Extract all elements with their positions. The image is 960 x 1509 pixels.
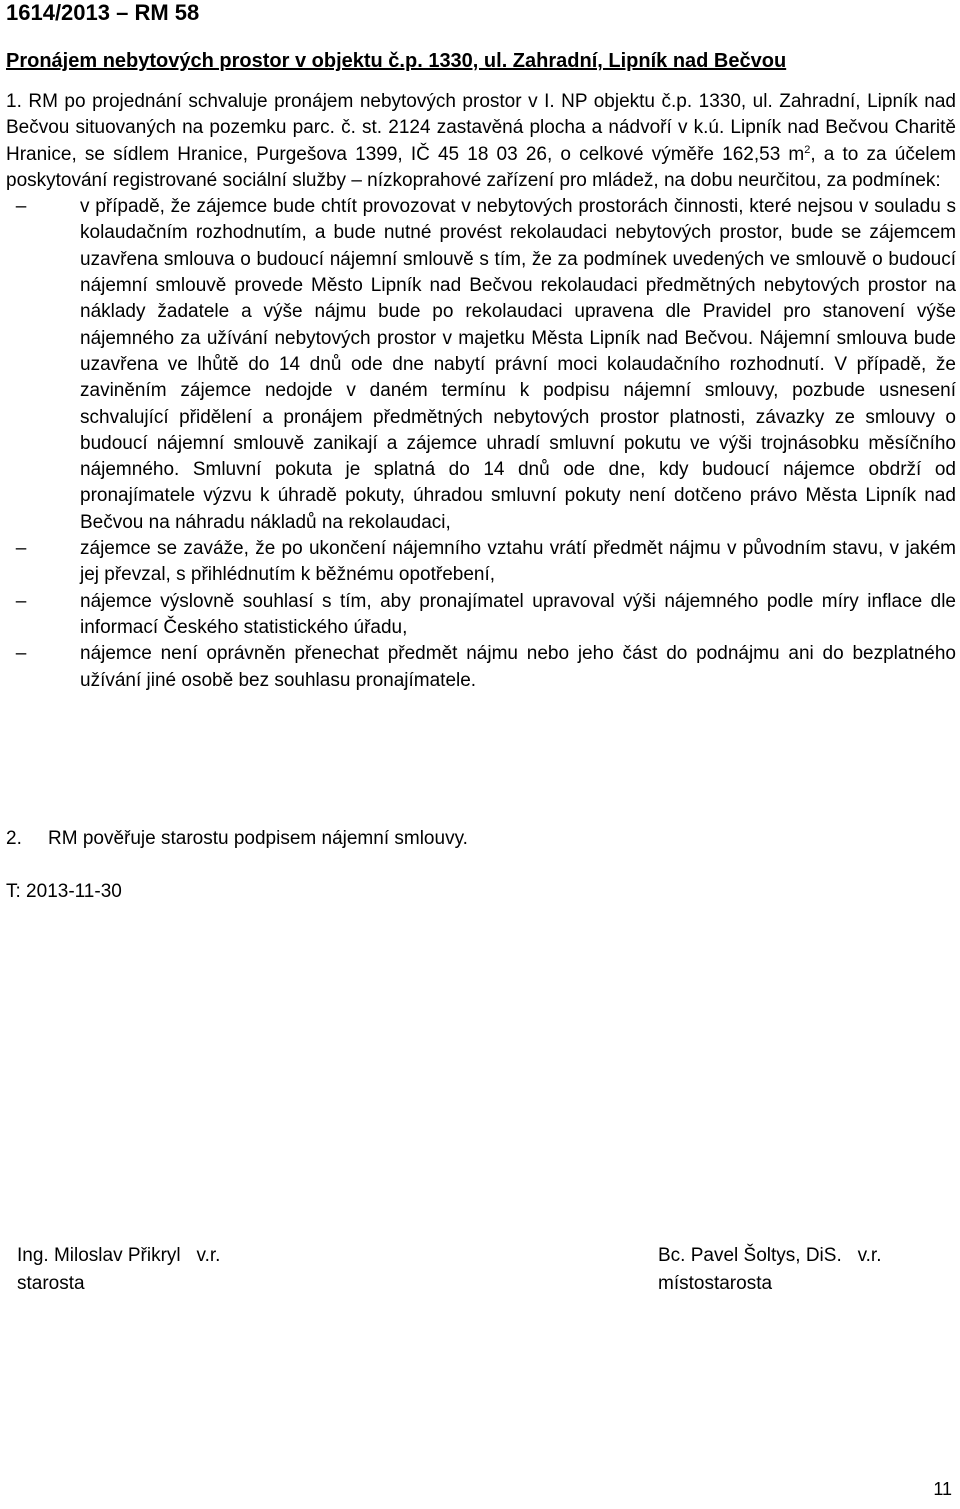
condition-text: zájemce se zaváže, že po ukončení nájemního vztahu vrátí předmět nájmu v původním stavu, v jakém jej převzal, s přihlédnutím k běžnému opotřebení, [80,538,956,586]
condition-item [6,589,956,642]
dash-bullet: – [15,643,27,665]
dash-bullet: – [15,590,27,612]
page-number: 11 [933,1479,952,1499]
signatory-name: Ing. Miloslav Přikryl v.r. [17,1245,221,1266]
deadline: T: 2013-11-30 [6,881,122,902]
item-1-text: RM po projednání schvaluje pronájem nebytových prostor v I. NP objektu č.p. 1330, ul. Zahradní, Lipník nad Bečvou situovaných na pozemku parc. č. st. 2124 zastavěná plocha a nádvoří v k.ú. Lipník nad Bečvou Charitě Hranice, se sídlem Hranice, Purgešova 1399, IČ 45 18 03 26, o celkové výměře 162,53 m [6,91,956,165]
resolution-subject: Pronájem nebytových prostor v objektu č.p. 1330, ul. Zahradní, Lipník nad Bečvou [6,50,787,72]
condition-text: nájemce není oprávněn přenechat předmět nájmu nebo jeho část do podnájmu ani do bezplatného užívání jiné osobě bez souhlasu pronajímatele. [80,643,956,691]
condition-item [6,194,956,536]
item-1-number: 1. [6,91,22,112]
signatory-role: místostarosta [658,1273,773,1294]
item-1-intro [6,89,956,194]
item-2-text: RM pověřuje starostu podpisem nájemní smlouvy. [48,828,468,849]
conditions-list [6,194,956,694]
signatory-role: starosta [17,1273,85,1294]
signature-deputy-mayor [658,1242,882,1298]
dash-bullet: – [15,196,27,218]
condition-item [6,536,956,589]
signature-mayor [17,1242,220,1298]
item-1-sup: 2 [804,143,811,156]
item-2-number: 2. [6,828,22,849]
signatory-name: Bc. Pavel Šoltys, DiS. v.r. [658,1245,882,1266]
condition-item [6,641,956,694]
item-1-text-end: , a to za účelem poskytování registrované sociální služby – nízkoprahové zařízení pro mládež, na dobu neurčitou, za podmínek: [6,143,956,191]
resolution-id: 1614/2013 – RM 58 [6,0,200,25]
condition-text: nájemce výslovně souhlasí s tím, aby pronajímatel upravoval výši nájemného podle míry inflace dle informací Českého statistického úřadu, [80,590,956,638]
resolution-item-2 [6,826,468,852]
resolution-item-1 [6,89,956,694]
dash-bullet: – [15,538,27,560]
condition-text: v případě, že zájemce bude chtít provozovat v nebytových prostorách činnosti, které nejsou v souladu s kolaudačním rozhodnutím, a bude nutné provést rekolaudaci nebytových prostor, bude se zájemcem uzavřena smlouva o budoucí nájemní smlouvě s tím, že za podmínek uvedených ve smlouvě o budoucí nájemní smlouvě provede Město Lipník nad Bečvou rekolaudaci předmětných nebytových prostor na náklady žadatele a výše nájmu bude po rekolaudaci upravena dle Pravidel pro stanovení výše nájemného za užívání nebytových prostor v majetku Města Lipník nad Bečvou. Nájemní smlouva bude uzavřena ve lhůtě do 14 dnů ode dne nabytí právní moci kolaudačního rozhodnutí. V případě, že zaviněním zájemce nedojde v daném termínu k podpisu nájemní smlouvy, pozbude usnesení schvalující přidělení a pronájem předmětných nebytových prostor platnosti, závazky ze smlouvy o budoucí nájemní smlouvě zanikají a zájemce uhradí smluvní pokutu ve výši trojnásobku měsíčního nájemného. Smluvní pokuta je splatná do 14 dnů ode dne, kdy budoucí nájemce obdrží od pronajímatele výzvu k úhradě pokuty, úhradou smluvní pokuty není dotčeno právo Města Lipník nad Bečvou na náhradu nákladů na rekolaudaci, [80,196,956,533]
